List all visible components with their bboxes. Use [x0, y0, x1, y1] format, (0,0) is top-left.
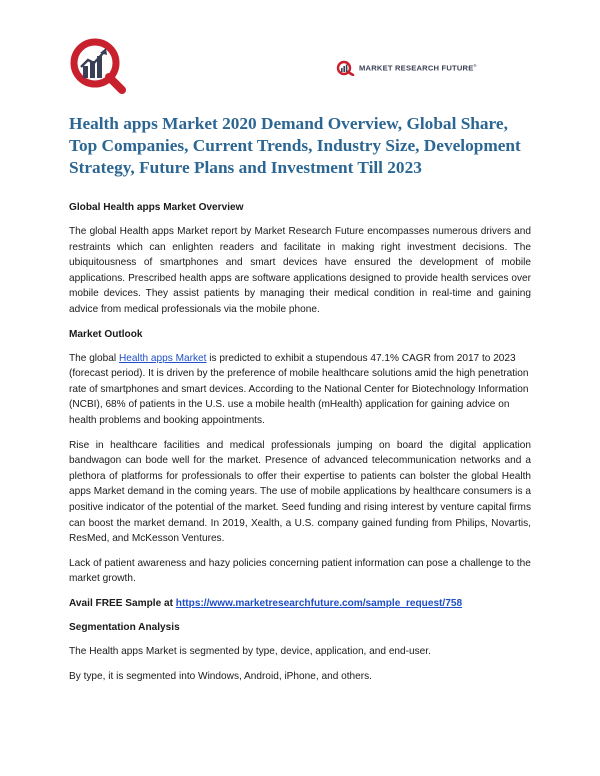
segmentation-paragraph: The Health apps Market is segmented by type, device, application, and end-user.: [69, 646, 431, 658]
market-research-logo-icon: [69, 37, 129, 95]
outlook-heading: Market Outlook: [69, 328, 143, 340]
overview-heading: Global Health apps Market Overview: [69, 202, 244, 213]
brand-logo-icon: [336, 60, 356, 76]
health-apps-market-link[interactable]: Health apps Market: [118, 352, 207, 364]
rise-paragraph: Rise in healthcare facilities and medical professionals jumping on board the digital application bandwagon can bode well for the market. Presence of advanced telecommunication networks and a plethora of platforms for professionals to offer their expertise to patients can bolster the global Health apps Market demand in the coming years. The use of mobile applications by healthcare consumers is a positive indicator of the potential of the market. Seed funding and rising interest by venture capital firms can boost the market demand. In 2019, Xealth, a U.S. company gained funding from Philips, Novartis, ResMed, and McKesson Ventures.: [69, 439, 531, 545]
outlook-paragraph: The global Health apps Market is predicted to exhibit a stupendous 47.1% CAGR from 2017 to 2023 (forecast period). It is driven by the preference of mobile healthcare solutions amid the high penetration rate of smartphones and smart devices. According to the National Center for Biotechnology Information (NCBI), 68% of patients in the U.S. use a mobile health (mHealth) application for gaining advice on health problems and booking appointments.: [69, 352, 529, 426]
overview-paragraph: The global Health apps Market report by Market Research Future encompasses numerous drivers and restraints which can enlighten readers and facilitate in making right investment decisions. The ubiquitousness of smartphones and smart devices have ensured the development of mobile applications. Prescribed health apps are software applications designed to provide health services over mobile devices. They assist patients by managing their medical condition in real-time and gaining advice from medical professionals via the mobile phone.: [69, 226, 531, 315]
article-body: [69, 200, 531, 694]
brand-header: [336, 60, 477, 76]
type-paragraph: By type, it is segmented into Windows, Android, iPhone, and others.: [69, 671, 372, 683]
segmentation-heading: Segmentation Analysis: [69, 622, 180, 634]
free-sample-line: Avail FREE Sample at https://www.marketresearchfuture.com/sample_request/758: [69, 597, 463, 609]
sample-request-link[interactable]: https://www.marketresearchfuture.com/sample_request/758: [175, 597, 463, 609]
brand-name: MARKET RESEARCH FUTURE®: [359, 63, 477, 73]
lack-paragraph: Lack of patient awareness and hazy policies concerning patient information can pose a challenge to the market growth.: [69, 557, 531, 585]
page-title: Health apps Market 2020 Demand Overview, Global Share, Top Companies, Current Trends, Industry Size, Development Strategy, Future Plans and Investment Till 2023: [69, 114, 521, 177]
